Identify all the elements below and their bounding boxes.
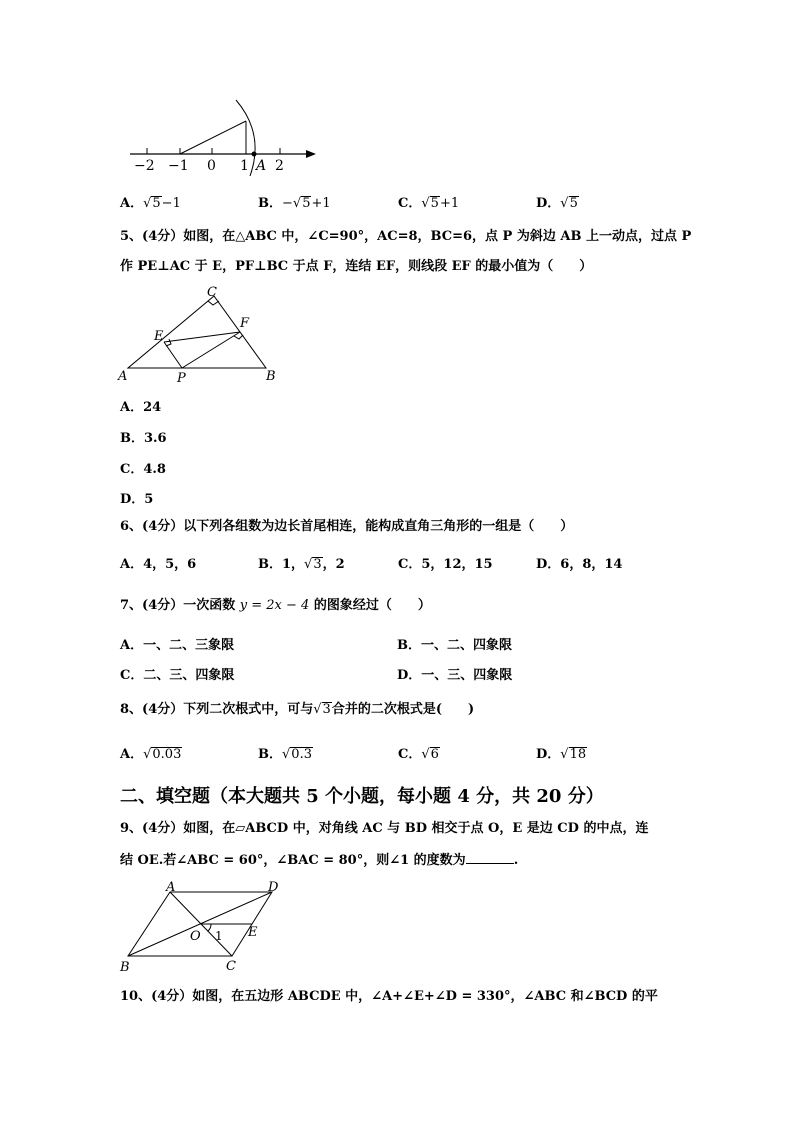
label-e: E (154, 329, 164, 344)
q5-option-b[interactable]: B．3.6 (120, 431, 167, 446)
q8-option-d[interactable]: D．√18 (536, 747, 587, 762)
q7-option-b[interactable]: B．一、二、四象限 (397, 638, 512, 653)
q5-option-c[interactable]: C．4.8 (120, 462, 166, 477)
q8-option-a[interactable]: A．√0.03 (120, 747, 182, 762)
q7-stem: 7、(4分）一次函数 y = 2x − 4 的图象经过（ ） (120, 598, 431, 613)
label-p: P (177, 371, 186, 384)
label-a: A (118, 369, 128, 384)
label-c: C (207, 285, 217, 300)
label-c: C (226, 959, 236, 974)
q6-option-b[interactable]: B．1，√3，2 (258, 557, 345, 572)
q4-option-b[interactable]: B．−√5+1 (258, 196, 331, 211)
section-title: 二、填空题（本大题共 5 个小题，每小题 4 分，共 20 分） (120, 786, 604, 807)
q6-stem: 6、(4分）以下列各组数为边长首尾相连，能构成直角三角形的一组是（ ） (120, 519, 574, 534)
q10-stem-line1: 10、(4分）如图，在五边形 ABCDE 中，∠A+∠E+∠D = 330°，∠ABC 和∠BCD 的平 (120, 989, 658, 1004)
q8-stem: 8、(4分）下列二次根式中，可与√3合并的二次根式是( ) (120, 702, 475, 717)
label-f: F (240, 316, 250, 331)
q8-option-c[interactable]: C．√6 (398, 747, 439, 762)
label-d: D (268, 880, 279, 895)
label-a: A (166, 880, 176, 895)
q9-stem-line2: 结 OE.若∠ABC = 60°，∠BAC = 80°，则∠1 的度数为 . (120, 853, 519, 868)
label-b: B (120, 960, 130, 975)
label-e: E (248, 925, 258, 940)
tick-label: 1 (240, 158, 249, 174)
q4-option-c[interactable]: C．√5+1 (398, 196, 460, 211)
label-o: O (190, 929, 201, 944)
tick-label: −2 (134, 158, 155, 174)
q6-option-a[interactable]: A．4，5，6 (120, 557, 197, 572)
tick-label: 2 (275, 158, 284, 174)
q5-option-a[interactable]: A．24 (120, 400, 162, 415)
q7-option-a[interactable]: A．一、二、三象限 (120, 638, 235, 653)
answer-blank[interactable] (466, 851, 514, 864)
tick-label: 0 (207, 158, 216, 174)
q6-option-d[interactable]: D．6，8，14 (536, 557, 623, 572)
q5-stem-line1: 5、(4分）如图，在△ABC 中，∠C=90°，AC=8，BC=6，点 P 为斜边 AB 上一动点，过点 P (120, 229, 692, 244)
q6-option-c[interactable]: C．5，12，15 (398, 557, 493, 572)
q5-option-d[interactable]: D．5 (120, 492, 154, 507)
q7-option-d[interactable]: D．一、三、四象限 (397, 668, 513, 683)
q8-option-b[interactable]: B．√0.3 (258, 747, 312, 762)
q4-option-a[interactable]: A．√5−1 (120, 196, 181, 211)
label-b: B (266, 369, 276, 384)
triangle-figure (116, 284, 286, 384)
parallelogram-figure (116, 880, 296, 976)
q4-option-d[interactable]: D．√5 (536, 196, 578, 211)
q5-stem-line2: 作 PE⊥AC 于 E，PF⊥BC 于点 F，连结 EF，则线段 EF 的最小值为（ ） (120, 259, 593, 274)
point-a-label: A (256, 158, 267, 174)
tick-label: −1 (168, 158, 189, 174)
number-line-figure (120, 96, 330, 178)
angle-1-label: 1 (215, 929, 223, 943)
q7-option-c[interactable]: C．二、三、四象限 (120, 668, 235, 683)
q7-function: y = 2x − 4 (239, 598, 310, 613)
q9-stem-line1: 9、(4分）如图，在▱ABCD 中，对角线 AC 与 BD 相交于点 O，E 是边 CD 的中点，连 (120, 821, 649, 836)
